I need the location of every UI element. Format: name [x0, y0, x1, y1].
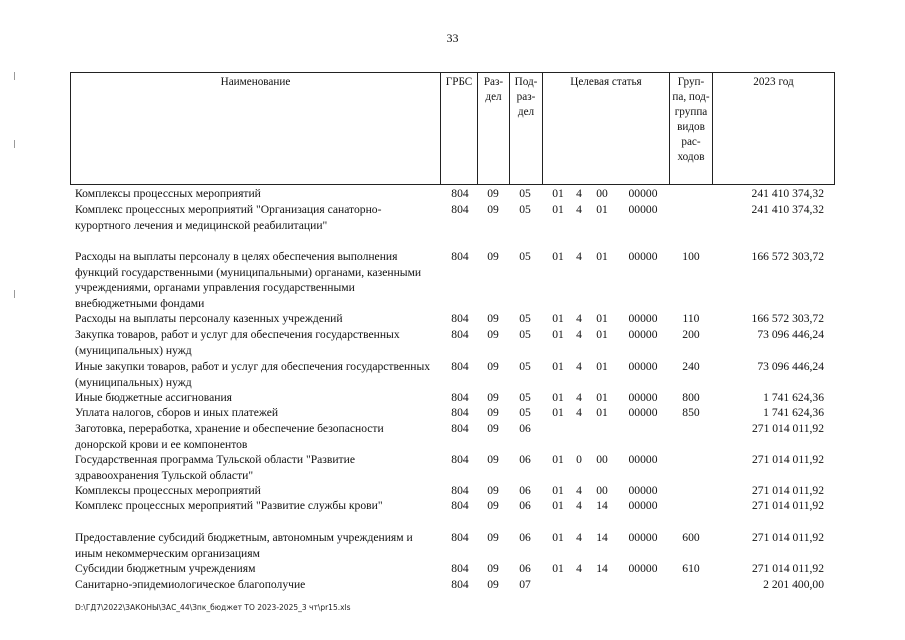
row-target-3: 00 [596, 453, 608, 466]
row-grbs: 804 [451, 453, 469, 466]
row-name: Санитарно-эпидемиологическое благополучие [75, 578, 306, 591]
row-target-2: 4 [576, 562, 582, 575]
row-podrazdel: 05 [519, 250, 531, 263]
row-podrazdel: 05 [519, 406, 531, 419]
scan-mark [14, 72, 15, 80]
scan-mark [14, 290, 15, 298]
row-name: Расходы на выплаты персоналу казенных учреждений [75, 312, 343, 325]
row-sum: 166 572 303,72 [751, 312, 824, 325]
row-sum: 271 014 011,92 [751, 531, 824, 544]
row-podrazdel: 05 [519, 187, 531, 200]
row-target-2: 4 [576, 406, 582, 419]
row-target-4: 00000 [628, 203, 658, 216]
row-razdel: 09 [487, 499, 499, 512]
scan-mark [14, 140, 15, 148]
row-sum: 1 741 624,36 [763, 391, 824, 404]
row-target-4: 00000 [628, 453, 658, 466]
row-podrazdel: 05 [519, 391, 531, 404]
row-sum: 271 014 011,92 [751, 499, 824, 512]
row-razdel: 09 [487, 531, 499, 544]
row-target-4: 00000 [628, 360, 658, 373]
row-grbs: 804 [451, 531, 469, 544]
row-razdel: 09 [487, 250, 499, 263]
row-target-1: 01 [552, 250, 564, 263]
row-grbs: 804 [451, 328, 469, 341]
row-podrazdel: 06 [519, 531, 531, 544]
row-sum: 1 741 624,36 [763, 406, 824, 419]
row-podrazdel: 06 [519, 562, 531, 575]
row-podrazdel: 06 [519, 484, 531, 497]
row-grbs: 804 [451, 562, 469, 575]
row-target-1: 01 [552, 406, 564, 419]
row-grbs: 804 [451, 499, 469, 512]
row-grbs: 804 [451, 312, 469, 325]
row-grbs: 804 [451, 484, 469, 497]
row-target-3: 01 [596, 250, 608, 263]
row-razdel: 09 [487, 422, 499, 435]
row-razdel: 09 [487, 187, 499, 200]
row-target-3: 01 [596, 203, 608, 216]
row-grbs: 804 [451, 250, 469, 263]
row-razdel: 09 [487, 406, 499, 419]
row-target-4: 00000 [628, 484, 658, 497]
row-target-2: 4 [576, 203, 582, 216]
row-target-2: 4 [576, 187, 582, 200]
row-name: Расходы на выплаты персоналу в целях обеспечения выполнения функций государственными (муниципальными) органами, казенными учреждениями, органами управления государственными внебюджетными фондами [75, 250, 422, 310]
row-target-3: 01 [596, 360, 608, 373]
row-razdel: 09 [487, 578, 499, 591]
row-expense-group: 800 [682, 391, 700, 404]
row-sum: 271 014 011,92 [751, 484, 824, 497]
row-razdel: 09 [487, 453, 499, 466]
row-grbs: 804 [451, 406, 469, 419]
row-razdel: 09 [487, 391, 499, 404]
row-sum: 73 096 446,24 [757, 328, 824, 341]
header-year: 2023 год [753, 76, 794, 88]
row-name: Иные закупки товаров, работ и услуг для обеспечения государственных (муниципальных) нужд [75, 360, 431, 389]
row-target-3: 00 [596, 187, 608, 200]
row-target-4: 00000 [628, 391, 658, 404]
row-target-2: 4 [576, 360, 582, 373]
row-target-1: 01 [552, 499, 564, 512]
footer-file-path: D:\ГД7\2022\ЗАКОНЫ\ЗАС_44\Зпк_бюджет ТО 2023-2025_3 чт\pr15.xls [75, 603, 351, 612]
row-target-3: 01 [596, 406, 608, 419]
row-target-4: 00000 [628, 531, 658, 544]
row-target-1: 01 [552, 531, 564, 544]
row-sum: 166 572 303,72 [751, 250, 824, 263]
row-target-4: 00000 [628, 328, 658, 341]
row-name: Государственная программа Тульской области "Развитие здравоохранения Тульской области" [75, 453, 355, 482]
row-name: Комплекс процессных мероприятий "Развитие службы крови" [75, 499, 383, 512]
row-sum: 241 410 374,32 [751, 203, 824, 216]
row-target-4: 00000 [628, 499, 658, 512]
row-expense-group: 200 [682, 328, 700, 341]
header-expense-group: Груп- па, под- группа видов рас- ходов [672, 76, 710, 163]
row-target-4: 00000 [628, 406, 658, 419]
row-target-4: 00000 [628, 312, 658, 325]
row-razdel: 09 [487, 312, 499, 325]
header-podrazdel: Под- раз- дел [514, 76, 538, 118]
row-name: Комплексы процессных мероприятий [75, 484, 261, 497]
row-razdel: 09 [487, 484, 499, 497]
header-grbs: ГРБС [445, 76, 473, 88]
row-sum: 271 014 011,92 [751, 562, 824, 575]
row-expense-group: 100 [682, 250, 700, 263]
row-target-2: 4 [576, 531, 582, 544]
row-target-4: 00000 [628, 250, 658, 263]
row-sum: 2 201 400,00 [763, 578, 824, 591]
row-grbs: 804 [451, 203, 469, 216]
row-podrazdel: 05 [519, 312, 531, 325]
row-target-3: 14 [596, 562, 608, 575]
row-target-1: 01 [552, 360, 564, 373]
row-target-2: 4 [576, 484, 582, 497]
row-razdel: 09 [487, 360, 499, 373]
row-grbs: 804 [451, 422, 469, 435]
row-expense-group: 850 [682, 406, 700, 419]
row-grbs: 804 [451, 187, 469, 200]
row-target-1: 01 [552, 187, 564, 200]
header-name: Наименование [220, 76, 291, 88]
header-razdel: Раз- дел [483, 76, 504, 103]
row-target-2: 4 [576, 312, 582, 325]
row-target-4: 00000 [628, 562, 658, 575]
row-target-3: 14 [596, 499, 608, 512]
row-target-1: 01 [552, 203, 564, 216]
row-podrazdel: 05 [519, 203, 531, 216]
header-target-article: Целевая статья [570, 76, 642, 88]
row-target-1: 01 [552, 453, 564, 466]
row-expense-group: 600 [682, 531, 700, 544]
row-razdel: 09 [487, 562, 499, 575]
row-target-2: 4 [576, 499, 582, 512]
row-name: Комплекс процессных мероприятий "Организация санаторно-курортного лечения и медицинской реабилитации" [75, 203, 382, 232]
row-target-1: 01 [552, 312, 564, 325]
row-target-4: 00000 [628, 187, 658, 200]
row-grbs: 804 [451, 391, 469, 404]
row-target-3: 01 [596, 312, 608, 325]
row-target-2: 4 [576, 250, 582, 263]
row-podrazdel: 07 [519, 578, 531, 591]
row-target-2: 4 [576, 328, 582, 341]
row-name: Предоставление субсидий бюджетным, автономным учреждениям и иным некоммерческим организациям [75, 531, 413, 560]
row-target-1: 01 [552, 562, 564, 575]
row-podrazdel: 06 [519, 499, 531, 512]
row-name: Иные бюджетные ассигнования [75, 391, 232, 404]
row-sum: 271 014 011,92 [751, 453, 824, 466]
row-target-1: 01 [552, 328, 564, 341]
row-sum: 241 410 374,32 [751, 187, 824, 200]
row-name: Уплата налогов, сборов и иных платежей [75, 406, 279, 419]
row-name: Заготовка, переработка, хранение и обеспечение безопасности донорской крови и ее компонентов [75, 422, 384, 451]
row-podrazdel: 05 [519, 328, 531, 341]
page-number: 33 [446, 31, 459, 45]
row-target-1: 01 [552, 391, 564, 404]
row-expense-group: 110 [682, 312, 700, 325]
row-expense-group: 610 [682, 562, 700, 575]
row-target-2: 4 [576, 391, 582, 404]
row-name: Комплексы процессных мероприятий [75, 187, 261, 200]
row-sum: 73 096 446,24 [757, 360, 824, 373]
row-name: Субсидии бюджетным учреждениям [75, 562, 256, 575]
row-podrazdel: 06 [519, 453, 531, 466]
row-grbs: 804 [451, 360, 469, 373]
row-target-3: 00 [596, 484, 608, 497]
row-podrazdel: 06 [519, 422, 531, 435]
row-target-3: 14 [596, 531, 608, 544]
row-sum: 271 014 011,92 [751, 422, 824, 435]
row-podrazdel: 05 [519, 360, 531, 373]
row-razdel: 09 [487, 328, 499, 341]
row-target-1: 01 [552, 484, 564, 497]
row-razdel: 09 [487, 203, 499, 216]
row-target-2: 0 [576, 453, 582, 466]
row-name: Закупка товаров, работ и услуг для обеспечения государственных (муниципальных) нужд [75, 328, 400, 357]
row-target-3: 01 [596, 328, 608, 341]
row-target-3: 01 [596, 391, 608, 404]
row-grbs: 804 [451, 578, 469, 591]
row-expense-group: 240 [682, 360, 700, 373]
